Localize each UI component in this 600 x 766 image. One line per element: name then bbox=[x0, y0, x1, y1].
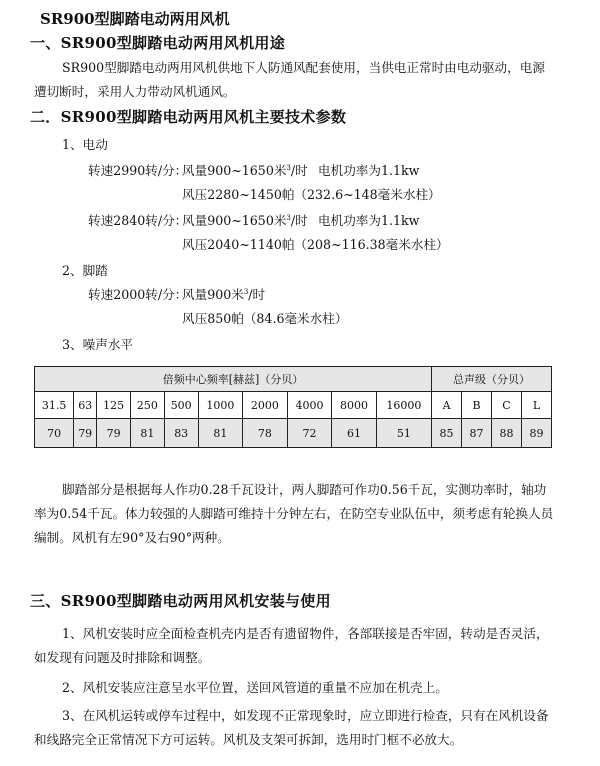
level-cell: A bbox=[432, 392, 462, 419]
section-3-heading: 三、SR900型脚踏电动两用风机安装与使用 bbox=[30, 592, 331, 610]
level-value-cell: 85 bbox=[432, 419, 462, 448]
pedal-power-note: 脚踏部分是根据每人作功0.28千瓦设计，两人脚踏可作功0.56千瓦，实测功率时，轴功率为0.54千瓦。体力较强的人脚踏可维持十分钟左右，在防空专业队伍中，须考虑有轮换人员编制。风机有左90°及右90°两种。 bbox=[34, 482, 554, 545]
electric-row1-power: 电机功率为1.1kw bbox=[318, 163, 420, 178]
noise-table-header-row bbox=[35, 367, 552, 392]
freq-value-cell: 78 bbox=[243, 419, 288, 448]
level-value-cell: 89 bbox=[521, 419, 551, 448]
freq-value-cell: 83 bbox=[164, 419, 198, 448]
electric-row2-pressure: 风压2040~1140帕（208~116.38毫米水柱） bbox=[182, 237, 449, 252]
freq-value-cell: 81 bbox=[131, 419, 165, 448]
section-1-body: SR900型脚踏电动两用风机供地下人防通风配套使用，当供电正常时由电动驱动，电源遭切断时，采用人力带动风机通风。 bbox=[34, 60, 545, 99]
level-value-cell: 88 bbox=[491, 419, 521, 448]
level-header: 总声级（分贝） bbox=[432, 367, 552, 392]
freq-cell: 500 bbox=[164, 392, 198, 419]
freq-value-cell: 79 bbox=[97, 419, 131, 448]
noise-table-label-row bbox=[35, 392, 552, 419]
electric-row1-flow: 风量900~1650米$^3$/时 bbox=[182, 163, 308, 178]
level-value-cell: 87 bbox=[462, 419, 492, 448]
electric-row2-flow: 风量900~1650米$^3$/时 bbox=[182, 213, 308, 228]
install-item-3: 3、在风机运转或停车过程中，如发现不正常现象时，应立即进行检查，只有在风机设备和线路完全正常情况下方可运转。风机及支架可拆卸，选用时门框不必放大。 bbox=[34, 708, 549, 747]
freq-value-cell: 79 bbox=[74, 419, 97, 448]
electric-row2-speed: 转速2840转/分： bbox=[88, 213, 188, 228]
freq-value-cell: 72 bbox=[287, 419, 332, 448]
level-cell: C bbox=[491, 392, 521, 419]
freq-cell: 4000 bbox=[287, 392, 332, 419]
freq-header: 倍频中心频率[赫兹]（分贝） bbox=[35, 367, 432, 392]
freq-cell: 31.5 bbox=[35, 392, 74, 419]
freq-value-cell: 81 bbox=[198, 419, 243, 448]
level-cell: B bbox=[462, 392, 492, 419]
freq-cell: 250 bbox=[131, 392, 165, 419]
freq-cell: 2000 bbox=[243, 392, 288, 419]
freq-cell: 125 bbox=[97, 392, 131, 419]
electric-row1-speed: 转速2990转/分： bbox=[88, 163, 188, 178]
install-item-2: 2、风机安装应注意呈水平位置，送回风管道的重量不应加在机壳上。 bbox=[62, 680, 448, 695]
pedal-speed: 转速2000转/分： bbox=[88, 287, 188, 302]
pedal-label: 2、脚踏 bbox=[62, 263, 108, 278]
freq-cell: 1000 bbox=[198, 392, 243, 419]
freq-cell: 8000 bbox=[332, 392, 377, 419]
noise-label: 3、噪声水平 bbox=[62, 337, 133, 352]
electric-label: 1、电动 bbox=[62, 137, 108, 152]
pedal-pressure: 风压850帕（84.6毫米水柱） bbox=[182, 311, 348, 326]
install-item-1: 1、风机安装时应全面检查机壳内是否有遗留物件，各部联接是否牢固，转动是否灵活，如发现有问题及时排除和调整。 bbox=[34, 626, 549, 665]
section-1-heading: 一、SR900型脚踏电动两用风机用途 bbox=[30, 34, 286, 52]
freq-cell: 16000 bbox=[376, 392, 431, 419]
document-title: SR900型脚踏电动两用风机 bbox=[40, 10, 230, 28]
section-2-heading: 二．SR900型脚踏电动两用风机主要技术参数 bbox=[30, 108, 347, 126]
level-cell: L bbox=[521, 392, 551, 419]
noise-table-value-row bbox=[35, 419, 552, 448]
electric-row2-power: 电机功率为1.1kw bbox=[318, 213, 420, 228]
freq-value-cell: 51 bbox=[376, 419, 431, 448]
freq-value-cell: 70 bbox=[35, 419, 74, 448]
pedal-flow: 风量900米$^3$/时 bbox=[182, 287, 266, 302]
electric-row1-pressure: 风压2280~1450帕（232.6~148毫米水柱） bbox=[182, 187, 441, 202]
noise-table bbox=[34, 366, 552, 448]
freq-cell: 63 bbox=[74, 392, 97, 419]
freq-value-cell: 61 bbox=[332, 419, 377, 448]
